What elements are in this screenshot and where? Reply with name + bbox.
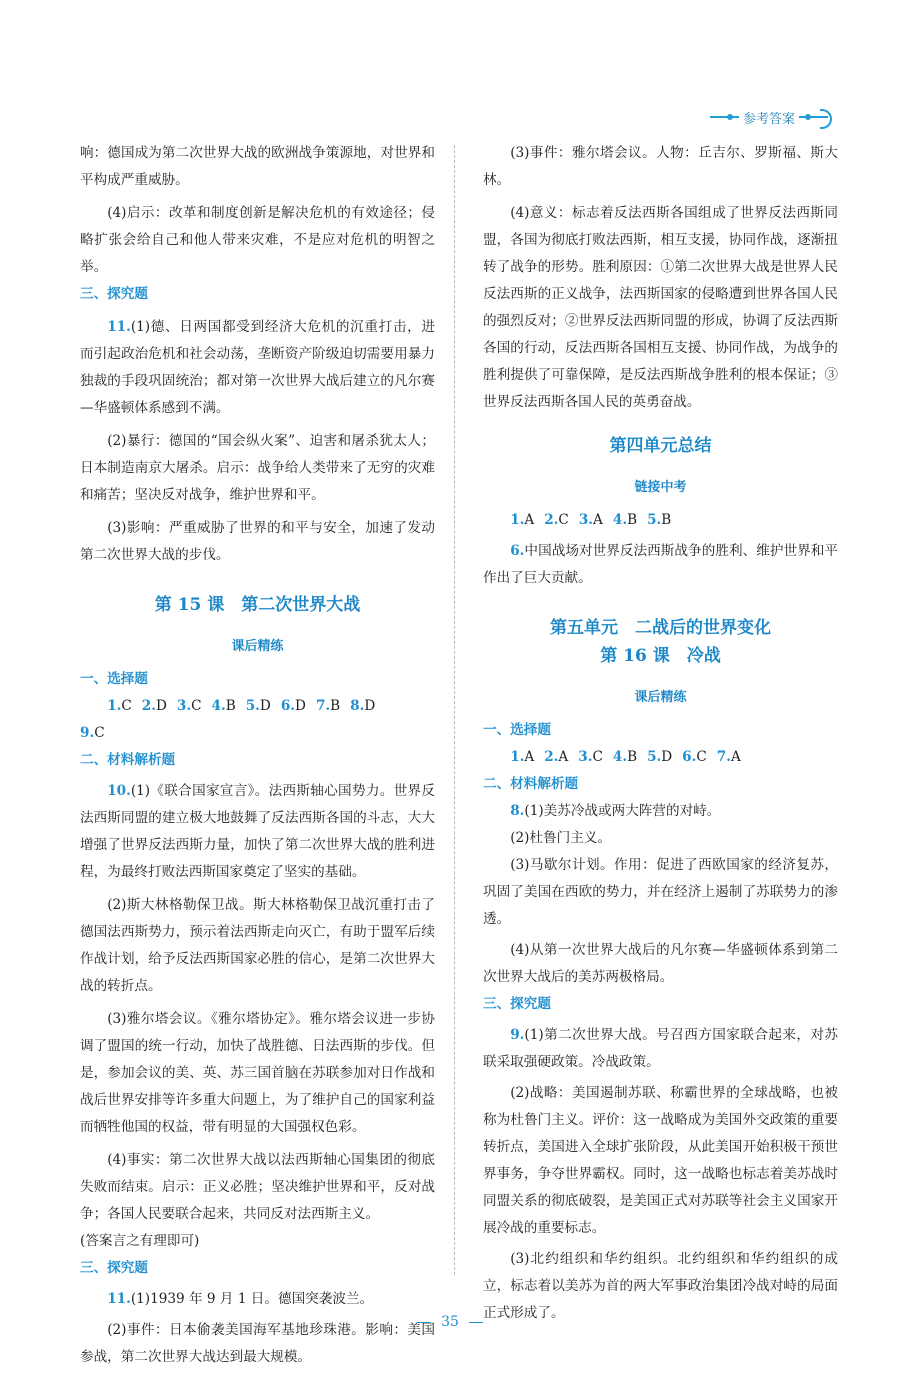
paragraph: (3)事件：雅尔塔会议。人物：丘吉尔、罗斯福、斯大林。 (483, 145, 838, 188)
choice-answer: B (627, 512, 638, 528)
page-number: 35 (441, 1314, 459, 1330)
choice-number: 3. (578, 512, 594, 528)
choice-number: 7. (315, 698, 331, 714)
answer-row (483, 507, 838, 534)
left-column (80, 140, 435, 1371)
unit-title: 第四单元总结 (609, 436, 712, 456)
header-label: 参考答案 (739, 108, 799, 127)
choice-number: 5. (647, 512, 662, 528)
section-heading: 三、探究题 (80, 1260, 148, 1276)
page-footer (0, 1314, 900, 1330)
choice-answer: D (259, 698, 271, 714)
choice-answer: A (524, 749, 535, 765)
section-heading: 二、材料解析题 (80, 752, 176, 768)
choice-answer: B (225, 698, 236, 714)
paragraph: (2)斯大林格勒保卫战。斯大林格勒保卫战沉重打击了德国法西斯势力，预示着法西斯走向灭亡，有助于盟军后续作战计划，给予反法西斯国家必胜的信心，是第二次世界大战的转折点。 (80, 897, 435, 994)
paragraph: (2)暴行：德国的“国会纵火案”、迫害和屠杀犹太人；日本制造南京大屠杀。启示：战争给人类带来了无穷的灾难和痛苦；坚决反对战争，维护世界和平。 (80, 433, 435, 503)
right-column (483, 140, 838, 1327)
lesson-title: 第 15 课 第二次世界大战 (154, 595, 361, 615)
dot-icon (805, 114, 811, 120)
paragraph: (2)杜鲁门主义。 (510, 830, 612, 846)
choice-number: 4. (211, 698, 226, 714)
paragraph: (4)事实：第二次世界大战以法西斯轴心国集团的彻底失败而结束。启示：正义必胜；坚决维护世界和平，反对战争；各国人民要联合起来，共同反对法西斯主义。 (80, 1152, 435, 1222)
paragraph: 11.(1)德、日两国都受到经济大危机的沉重打击，进而引起政治危机和社会动荡，垄断资产阶级迫切需要用暴力独裁的手段巩固统治；都对第一次世界大战后建立的凡尔赛—华盛顿体系感到不满。 (80, 319, 435, 416)
dash-icon (469, 1322, 483, 1323)
choice-number: 6. (280, 698, 296, 714)
choice-number: 1. (510, 749, 525, 765)
paragraph: (4)启示：改革和制度创新是解决危机的有效途径；侵略扩张会给自己和他人带来灾难，不是应对危机的明智之举。 (80, 205, 435, 275)
choice-number: 7. (716, 749, 731, 765)
paragraph: 11.(1)1939 年 9 月 1 日。德国突袭波兰。 (107, 1291, 374, 1307)
choice-number: 2. (544, 512, 559, 528)
choice-number: 4. (612, 749, 628, 765)
paragraph: 响：德国成为第二次世界大战的欧洲战争策源地，对世界和平构成严重威胁。 (80, 145, 435, 188)
paragraph: (2)战略：美国遏制苏联、称霸世界的全球战略，也被称为杜鲁门主义。评价：这一战略成为美国外交政策的重要转折点，美国进入全球扩张阶段，从此美国开始积极干预世界事务，争夺世界霸权。同时，这一战略也标志着美苏战时同盟关系的彻底破裂，是美国正式对苏联等社会主义国家开展冷战的重要标志。 (483, 1085, 838, 1236)
choice-answer: C (558, 512, 569, 528)
paragraph: (3)马歇尔计划。作用：促进了西欧国家的经济复苏，巩固了美国在西欧的势力，并在经济上遏制了苏联势力的渗透。 (483, 857, 838, 927)
choice-answer: D (661, 749, 673, 765)
choice-answer: B (627, 749, 638, 765)
lesson-title: 第 16 课 冷战 (600, 646, 721, 666)
choice-answer: C (592, 749, 603, 765)
answer-row: 9.C (80, 725, 105, 741)
dash-icon (417, 1322, 431, 1323)
paragraph: 8.(1)美苏冷战或两大阵营的对峙。 (510, 803, 721, 819)
subsection-title: 课后精练 (634, 690, 687, 705)
choice-number: 5. (647, 749, 662, 765)
paragraph: (3)北约组织和华约组织。北约组织和华约组织的成立，标志着以美苏为首的两大军事政治集团冷战对峙的局面正式形成了。 (483, 1251, 838, 1321)
choice-answer: D (156, 698, 167, 714)
choice-answer: B (330, 698, 341, 714)
subsection-title: 链接中考 (634, 480, 687, 495)
choice-answer: D (364, 698, 376, 714)
paragraph: (4)意义：标志着反法西斯各国组成了世界反法西斯同盟，各国为彻底打败法西斯，相互支援，协同作战，逐渐扭转了战争的形势。胜利原因：①第二次世界大战是世界人民反法西斯的正义战争，法西斯国家的侵略遭到世界各国人民的强烈反对；②世界反法西斯同盟的形成，协调了反法西斯各国的行动，反法西斯各国相互支援、协同作战，为战争的胜利提供了可靠保障，是反法西斯战争胜利的根本保证；③世界反法西斯各国人民的英勇奋战。 (483, 205, 838, 410)
choice-number: 1. (510, 512, 525, 528)
choice-answer: B (661, 512, 672, 528)
answer-row (80, 693, 435, 720)
choice-answer: C (121, 698, 132, 714)
dot-icon (727, 114, 733, 120)
paragraph: 10.(1)《联合国家宣言》。法西斯轴心国势力。世界反法西斯同盟的建立极大地鼓舞了反法西斯各国的斗志，大大增强了世界反法西斯力量，加快了第二次世界大战的胜利进程，为最终打败法西斯国家奠定了坚实的基础。 (80, 783, 435, 880)
choice-answer: A (524, 512, 535, 528)
choice-number: 2. (141, 698, 156, 714)
choice-number: 3. (176, 698, 192, 714)
choice-answer: C (191, 698, 202, 714)
choice-answer: A (558, 749, 569, 765)
section-heading: 二、材料解析题 (483, 776, 579, 792)
choice-answer: C (696, 749, 707, 765)
section-heading: 三、探究题 (80, 286, 148, 302)
choice-number: 1. (107, 698, 122, 714)
choice-answer: A (593, 512, 603, 528)
choice-number: 4. (612, 512, 628, 528)
answer-header-badge (710, 106, 828, 128)
paragraph: (4)从第一次世界大战后的凡尔赛—华盛顿体系到第二次世界大战后的美苏两极格局。 (483, 942, 838, 985)
paragraph: 9.(1)第二次世界大战。号召西方国家联合起来，对苏联采取强硬政策。冷战政策。 (483, 1027, 838, 1070)
subsection-title: 课后精练 (231, 639, 284, 654)
choice-answer: D (295, 698, 306, 714)
column-divider (454, 145, 455, 1275)
paragraph: (3)影响：严重威胁了世界的和平与安全，加速了发动第二次世界大战的步伐。 (80, 520, 435, 563)
choice-number: 3. (578, 749, 593, 765)
paragraph: (3)雅尔塔会议。《雅尔塔协定》。雅尔塔会议进一步协调了盟国的统一行动，加快了战胜德、日法西斯的步伐。但是，参加会议的美、英、苏三国首脑在苏联参加对日作战和战后世界安排等许多重大问题上，为了维护自己的国家利益而牺牲他国的权益，带有明显的大国强权色彩。 (80, 1011, 435, 1135)
choice-answer: A (730, 749, 741, 765)
arc-icon (820, 109, 832, 129)
section-heading: 一、选择题 (483, 722, 551, 738)
choice-number: 2. (544, 749, 559, 765)
paragraph: (2)事件：日本偷袭美国海军基地珍珠港。影响：美国参战，第二次世界大战达到最大规模。 (80, 1322, 435, 1365)
choice-number: 8. (350, 698, 365, 714)
unit-title: 第五单元 二战后的世界变化 (550, 618, 771, 638)
paragraph: 6.中国战场对世界反法西斯战争的胜利、维护世界和平作出了巨大贡献。 (483, 543, 838, 586)
choice-number: 5. (245, 698, 260, 714)
choice-number: 6. (682, 749, 697, 765)
section-heading: 三、探究题 (483, 996, 551, 1012)
answer-row (483, 744, 838, 771)
section-heading: 一、选择题 (80, 671, 148, 687)
note: (答案言之有理即可) (80, 1233, 200, 1249)
